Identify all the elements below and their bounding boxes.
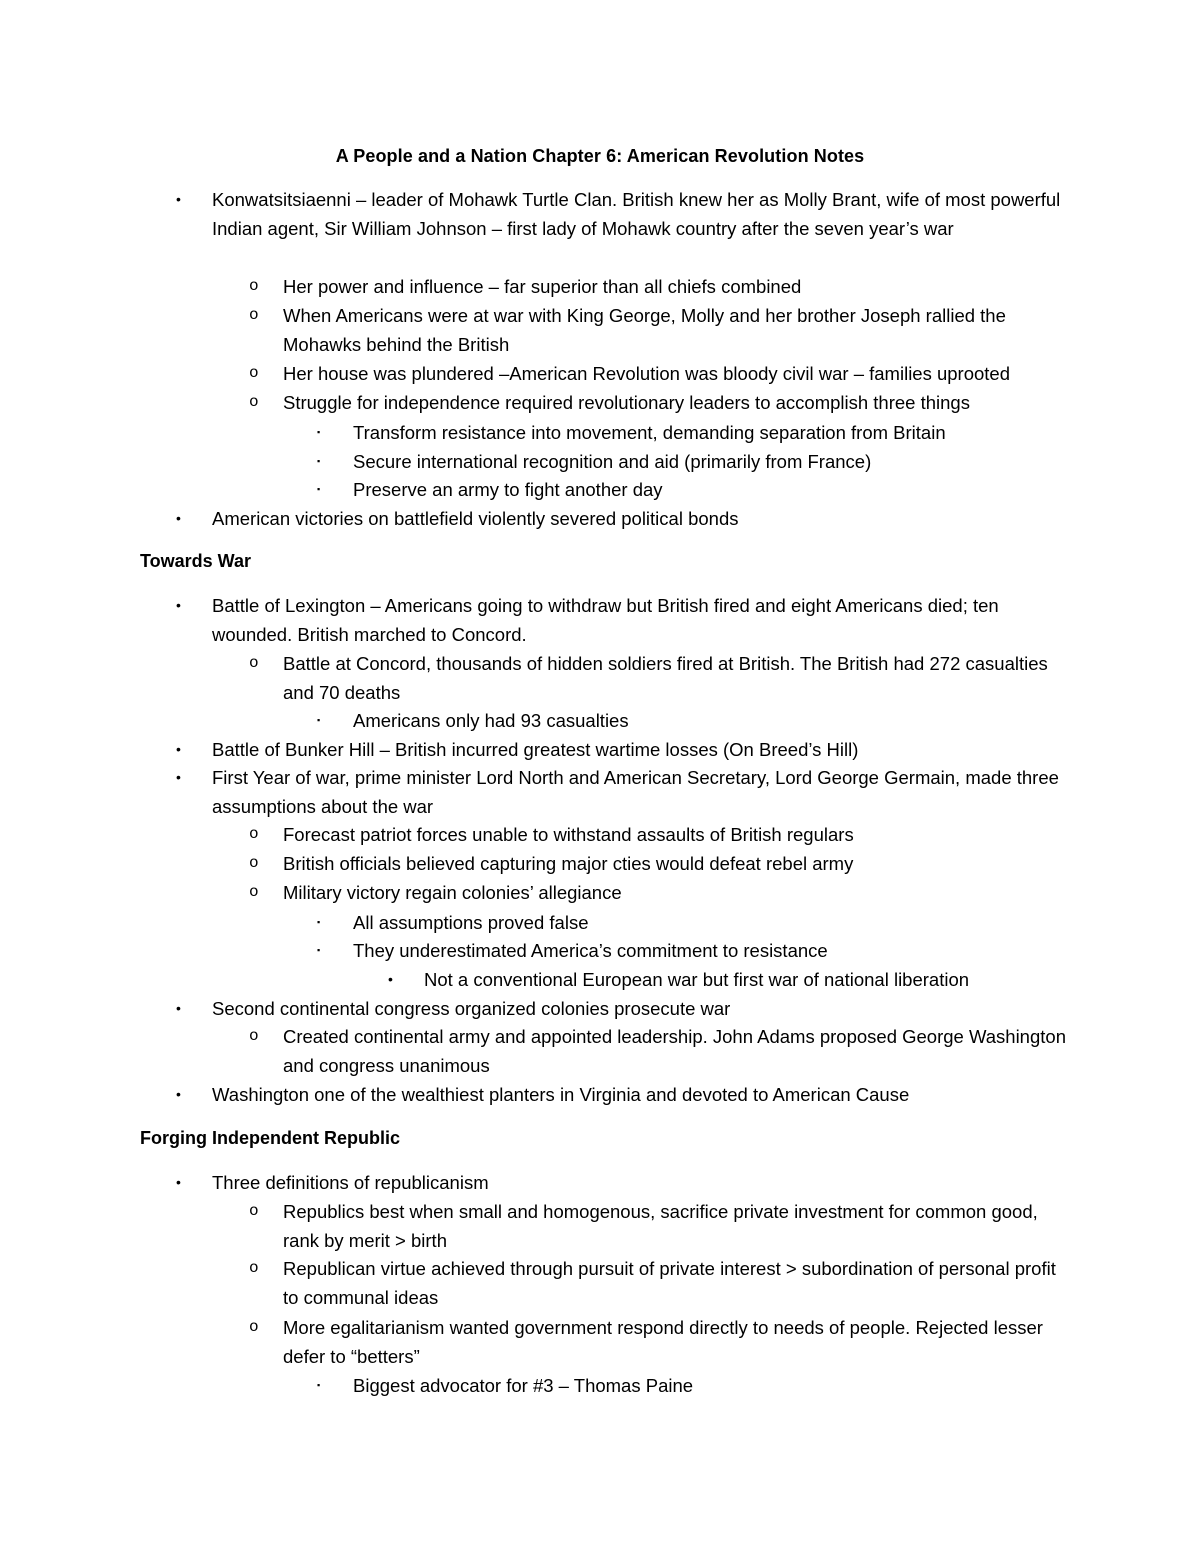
list-item-text: All assumptions proved false <box>353 912 589 933</box>
bullet-marker: • <box>176 597 181 613</box>
list-item-text: Transform resistance into movement, demanding separation from Britain <box>353 422 946 443</box>
bullet-marker: • <box>388 971 393 987</box>
list-item-text: First Year of war, prime minister Lord North and American Secretary, Lord George Germain, made three assumptions about the war <box>212 767 1059 817</box>
list-item <box>249 820 1073 849</box>
square-marker: ▪ <box>317 456 321 466</box>
circle-marker: o <box>249 854 259 872</box>
list-item <box>176 1168 1072 1197</box>
list-item <box>388 965 1074 994</box>
list-item <box>317 706 1073 735</box>
list-item <box>249 1022 1073 1080</box>
section-heading: Towards War <box>140 551 252 571</box>
list-item-text: Her power and influence – far superior than all chiefs combined <box>283 276 802 297</box>
list-item-text: Americans only had 93 casualties <box>353 710 629 731</box>
list-item <box>249 272 1073 301</box>
list-item <box>317 1371 1073 1400</box>
circle-marker: o <box>249 306 259 324</box>
circle-marker: o <box>249 1027 259 1045</box>
list-item-text: More egalitarianism wanted government respond directly to needs of people. Rejected lesser defer to “betters” <box>283 1317 1043 1367</box>
bullet-marker: • <box>176 1086 181 1102</box>
list-item-text: Battle at Concord, thousands of hidden soldiers fired at British. The British had 272 casualties and 70 deaths <box>283 653 1048 703</box>
list-item-text: Created continental army and appointed leadership. John Adams proposed George Washington and congress unanimous <box>283 1026 1066 1076</box>
bullet-marker: • <box>176 191 181 207</box>
circle-marker: o <box>249 1259 259 1277</box>
list-item <box>176 185 1072 243</box>
square-marker: ▪ <box>317 945 321 955</box>
list-item <box>317 475 1073 504</box>
list-item-text: Washington one of the wealthiest planters in Virginia and devoted to American Cause <box>212 1084 910 1105</box>
list-item <box>176 591 1072 649</box>
list-item-text: When Americans were at war with King George, Molly and her brother Joseph rallied the Mohawks behind the British <box>283 305 1006 355</box>
list-item <box>249 849 1073 878</box>
square-marker: ▪ <box>317 715 321 725</box>
list-item <box>176 735 1072 764</box>
list-item <box>249 1197 1073 1255</box>
bullet-marker: • <box>176 510 181 526</box>
list-item <box>249 301 1073 359</box>
circle-marker: o <box>249 364 259 382</box>
document-title: A People and a Nation Chapter 6: American Revolution Notes <box>335 146 865 166</box>
list-item-text: Three definitions of republicanism <box>212 1172 489 1193</box>
square-marker: ▪ <box>317 1380 321 1390</box>
list-item-text: Her house was plundered –American Revolution was bloody civil war – families uprooted <box>283 363 1011 384</box>
square-marker: ▪ <box>317 484 321 494</box>
list-item-text: Republics best when small and homogenous, sacrifice private investment for common good, rank by merit > birth <box>283 1201 1038 1251</box>
list-item-text: Preserve an army to fight another day <box>353 479 663 500</box>
list-item <box>176 994 1072 1023</box>
circle-marker: o <box>249 883 259 901</box>
list-item <box>249 388 1073 417</box>
list-item-text: Not a conventional European war but first war of national liberation <box>424 969 970 990</box>
circle-marker: o <box>249 1318 259 1336</box>
list-item-text: Battle of Lexington – Americans going to withdraw but British fired and eight Americans died; ten wounded. British marched to Concord. <box>212 595 999 645</box>
list-item-text: Battle of Bunker Hill – British incurred greatest wartime losses (On Breed’s Hill) <box>212 739 859 760</box>
list-item <box>317 418 1073 447</box>
list-item-text: American victories on battlefield violently severed political bonds <box>212 508 739 529</box>
section-heading: Forging Independent Republic <box>140 1128 400 1148</box>
circle-marker: o <box>249 393 259 411</box>
list-item <box>249 649 1073 707</box>
circle-marker: o <box>249 825 259 843</box>
list-item <box>176 763 1072 821</box>
list-item <box>249 1254 1073 1312</box>
bullet-marker: • <box>176 741 181 757</box>
list-item-text: They underestimated America’s commitment to resistance <box>353 940 828 961</box>
list-item <box>317 908 1073 937</box>
list-item-text: Second continental congress organized colonies prosecute war <box>212 998 731 1019</box>
bullet-marker: • <box>176 1174 181 1190</box>
list-item-text: Biggest advocator for #3 – Thomas Paine <box>353 1375 694 1396</box>
square-marker: ▪ <box>317 427 321 437</box>
circle-marker: o <box>249 654 259 672</box>
list-item-text: British officials believed capturing major cties would defeat rebel army <box>283 853 854 874</box>
list-item-text: Republican virtue achieved through pursuit of private interest > subordination of personal profit to communal ideas <box>283 1258 1056 1308</box>
list-item <box>176 1080 1072 1109</box>
list-item <box>317 936 1073 965</box>
square-marker: ▪ <box>317 917 321 927</box>
list-item <box>176 504 1072 533</box>
list-item <box>249 1313 1073 1371</box>
bullet-marker: • <box>176 769 181 785</box>
list-item <box>317 447 1073 476</box>
list-item-text: Struggle for independence required revolutionary leaders to accomplish three things <box>283 392 970 413</box>
list-item-text: Forecast patriot forces unable to withstand assaults of British regulars <box>283 824 854 845</box>
bullet-marker: • <box>176 1000 181 1016</box>
circle-marker: o <box>249 1202 259 1220</box>
list-item-text: Konwatsitsiaenni – leader of Mohawk Turtle Clan. British knew her as Molly Brant, wife of most powerful Indian agent, Sir William Johnson – first lady of Mohawk country after the seven year’s war <box>212 189 1061 239</box>
list-item <box>249 878 1073 907</box>
circle-marker: o <box>249 277 259 295</box>
list-item-text: Secure international recognition and aid (primarily from France) <box>353 451 872 472</box>
list-item <box>249 359 1073 388</box>
list-item-text: Military victory regain colonies’ allegiance <box>283 882 622 903</box>
